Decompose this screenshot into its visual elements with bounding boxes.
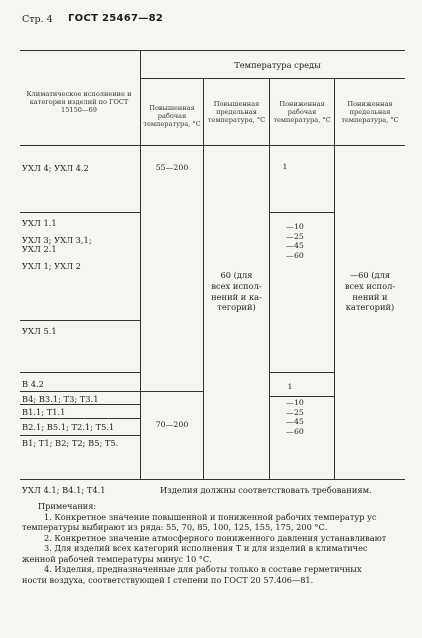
col4-header: Пониженная рабочая температура, °С [273, 100, 331, 124]
page-number: Стр. 4 [22, 14, 53, 25]
row-label: В1; Т1; В2; Т2; В5; Т5. [22, 438, 119, 448]
lower-work-value: 1 [287, 382, 293, 391]
col1-header: Климатическое исполнение и категория изделий по ГОСТ 15150—69 [26, 90, 132, 114]
row-label: УХЛ 4; УХЛ 4.2 [22, 163, 89, 173]
lower-work-list: —10 —25 —45 —60 [286, 398, 304, 436]
row-label: УХЛ 1; УХЛ 2 [22, 261, 81, 271]
upper-work-value: 55—200 [155, 163, 189, 172]
row-label: В1.1; Т1.1 [22, 407, 66, 417]
row-label: В 4.2 [22, 379, 44, 389]
col2-header: Повышенная рабочая температура, °С [143, 104, 201, 128]
notes-block: Примечания: 1. Конкретное значение повышенной и пониженной рабочих температур ус температуры выбирают из ряда: 55, 70, 85, 100, 125, 155, 175, 200 °С. 2. Конкретное значение атмосферного пониженного давления устанавливают 3. Для изделий всех категорий исполнения Т и для изделий в климатичес женной рабочей температуры минус 10 °С. 4. Изделия, предназначенные для работы только в составе герметичных ности воздуха, соответствующей I степени по ГОСТ 20 57.406—81. [22, 501, 406, 585]
col5-header: Пониженная предельная температура, °С [341, 100, 399, 124]
upper-work-value: 70—200 [155, 420, 189, 429]
row-label: УХЛ 4.1; В4.1; Т4.1 [22, 485, 106, 495]
requirement-text: Изделия должны соответствовать требованиям. [160, 485, 372, 495]
row-label: УХЛ 3; УХЛ 3,1; [22, 235, 92, 245]
row-label: УХЛ 5.1 [22, 326, 57, 336]
row-label: УХЛ 1.1 [22, 218, 57, 228]
lower-work-list: —10 —25 —45 —60 [286, 222, 304, 260]
row-label: В2.1; В5.1; Т2.1; Т5.1 [22, 422, 115, 432]
lower-work-value: 1 [282, 162, 288, 171]
row-label: В4; В3.1; Т3; Т3.1 [22, 394, 99, 404]
notes-title: Примечания: [38, 501, 97, 511]
col3-header: Повышенная предельная температура, °С [207, 100, 266, 124]
group-header: Температура среды [234, 60, 321, 70]
document-code: ГОСТ 25467—82 [68, 13, 164, 24]
upper-limit-cell: 60 (для всех испол- нений и ка- тегорий) [211, 270, 262, 313]
row-label: УХЛ 2.1 [22, 244, 57, 254]
lower-limit-cell: —60 (для всех испол- нений и категорий) [344, 270, 396, 313]
